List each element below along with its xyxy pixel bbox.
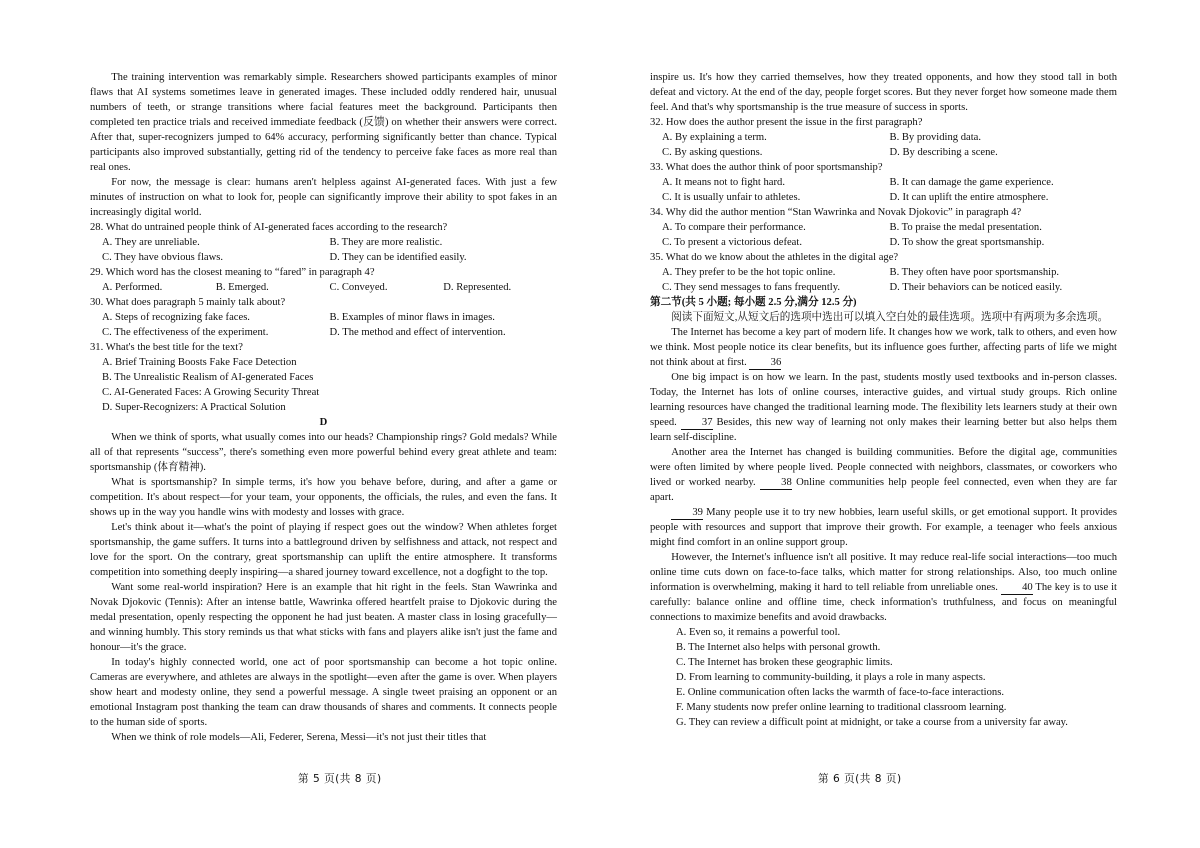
question-30 — [90, 295, 557, 340]
choice-a: A. Even so, it remains a powerful tool. — [676, 627, 841, 638]
passage-paragraph-1: The Internet has become a key part of modern life. It changes how we work, talk to others, and even how we think. Most people notice its clear benefits, but its influence goes further, affecting parts of life we might not think about at first. 36 — [650, 327, 1117, 368]
option-a: A. Steps of recognizing fake faces. — [102, 312, 250, 323]
option-a: A. To compare their performance. — [662, 222, 806, 233]
option-a: A. It means not to fight hard. — [662, 177, 785, 188]
question-stem: 35. What do we know about the athletes in the digital age? — [650, 252, 899, 263]
blank-38: 38 — [760, 477, 792, 490]
option-a: A. They are unreliable. — [102, 237, 200, 248]
option-b: B. To praise the medal presentation. — [889, 222, 1042, 233]
question-28 — [90, 220, 557, 265]
paragraph: Want some real-world inspiration? Here is an example that hit right in the feels. Stan Wawrinka and Novak Djokovic (Tennis): After an intense battle, Wawrinka offered heartfelt praise to Djokovic during the medal presentation, openly respecting the opponent he had just beaten. A master class in losing gracefully—and winning humbly. This story reminds us that what sticks with fans and players alike isn't just the fame and honour—it's the grace. — [90, 582, 557, 653]
choice-b: B. The Internet also helps with personal growth. — [676, 642, 881, 653]
option-a: A. Performed. — [102, 282, 163, 293]
option-b: B. They are more realistic. — [329, 237, 443, 248]
option-c: C. AI-Generated Faces: A Growing Security Threat — [102, 387, 320, 398]
choice-e: E. Online communication often lacks the warmth of face-to-face interactions. — [676, 687, 1004, 698]
paragraph: What is sportsmanship? In simple terms, it's how you behave before, during, and after a game or competition. It's about respect—for your team, your opponents, the officials, the rules, and even the fans. It shows up in the way you handle wins with modesty and losses with grace. — [90, 477, 557, 518]
paragraph: Let's think about it—what's the point of playing if respect goes out the window? When athletes forget sportsmanship, the game suffers. It turns into a battleground driven by selfishness and attack, not respect and love for the sport. On the contrary, great sportsmanship can uplift the entire atmosphere. It transforms competition into something deeply inspiring—a shared journey toward excellence, not a dogfight to the top. — [90, 522, 557, 578]
choice-g: G. They can review a difficult point at midnight, or take a course from a university far away. — [676, 717, 1068, 728]
left-page-column — [90, 70, 557, 745]
page-number-footer: 第 5 页(共 8 页) — [298, 773, 382, 785]
choice-f: F. Many students now prefer online learning to traditional classroom learning. — [676, 702, 1007, 713]
option-c: C. The effectiveness of the experiment. — [102, 327, 269, 338]
blank-37: 37 — [681, 417, 713, 430]
passage-paragraph-3: Another area the Internet has changed is building communities. Before the digital age, communities were often limited by where people lived. People connected with neighbors, classmates, or coworkers who lived or worked nearby. 38 Online communities help people feel connected, even when they are far apart. — [650, 447, 1118, 503]
option-d: D. The method and effect of intervention. — [329, 327, 506, 338]
paragraph: The training intervention was remarkably simple. Researchers showed participants examples of minor flaws that AI systems sometimes leave in generated images. These included oddly rendered hair, unusual numbers of teeth, or strange transitions where facial features meet the background. Participants then completed ten practice trials and received immediate feedback (反馈) on whether their answers were correct. After that, super-recognizers jumped to 64% accuracy, performing significantly better than chance. Typical participants also improved substantially, getting rid of the tendency to perceive fake faces as more real than real ones. — [90, 72, 557, 173]
section-2-instructions: 阅读下面短文,从短文后的选项中选出可以填入空白处的最佳选项。选项中有两项为多余选项。 — [671, 312, 1109, 323]
blank-36: 36 — [749, 357, 781, 370]
question-34 — [650, 205, 1117, 250]
option-c: C. Conveyed. — [329, 282, 388, 293]
answer-choices — [650, 625, 1117, 730]
question-stem: 30. What does paragraph 5 mainly talk about? — [90, 297, 286, 308]
paragraph: inspire us. It's how they carried themselves, how they treated opponents, and how they stood tall in both defeat and victory. At the end of the day, people forget scores. But they never forget how someone made them feel. And that's why sportsmanship is the true measure of success in sports. — [650, 72, 1117, 113]
paragraph: In today's highly connected world, one act of poor sportsmanship can become a hot topic online. Cameras are everywhere, and athletes are always in the spotlight—even after the game is over. When players show heart and modesty online, they send a powerful message. A single tweet praising an opponent or an emotional Instagram post thanking the team can draw thousands of shares and comments. It connects people to the human side of sports. — [90, 657, 557, 728]
option-d: D. Represented. — [443, 282, 512, 293]
question-stem: 32. How does the author present the issue in the first paragraph? — [650, 117, 923, 128]
section-d-heading: D — [319, 417, 328, 428]
blank-40: 40 — [1001, 582, 1033, 595]
option-a: A. By explaining a term. — [662, 132, 767, 143]
question-32 — [650, 115, 1117, 160]
option-b: B. It can damage the game experience. — [889, 177, 1054, 188]
question-stem: 34. Why did the author mention “Stan Wawrinka and Novak Djokovic” in paragraph 4? — [650, 207, 1022, 218]
page-number-footer: 第 6 页(共 8 页) — [818, 773, 902, 785]
passage-paragraph-5: However, the Internet's influence isn't all positive. It may reduce real-life social interactions—too much online time cuts down on face-to-face talks, which matter for strong relationships. Also, too much online information is overwhelming, making it hard to tell reliable from unreliable ones. 40 The key is to use it carefully: balance online and offline time, check information's truthfulness, and focus on meaningful connections to maximize benefits and avoid drawbacks. — [650, 552, 1117, 623]
option-b: B. Emerged. — [215, 282, 269, 293]
option-d: D. By describing a scene. — [889, 147, 998, 158]
option-c: C. They send messages to fans frequently. — [662, 282, 840, 293]
choice-d: D. From learning to community-building, it plays a role in many aspects. — [676, 672, 986, 683]
option-d: D. It can uplift the entire atmosphere. — [889, 192, 1049, 203]
paragraph: For now, the message is clear: humans aren't helpless against AI-generated faces. With just a few minutes of instruction on what to look for, people can significantly improve their ability to spot fakes in an increasingly digital world. — [90, 177, 557, 218]
question-stem: 28. What do untrained people think of AI-generated faces according to the research? — [90, 222, 448, 233]
option-d: D. Their behaviors can be noticed easily. — [889, 282, 1063, 293]
blank-39: 39 — [671, 507, 703, 520]
option-a: A. They prefer to be the hot topic online. — [662, 267, 836, 278]
question-35 — [650, 250, 1117, 295]
option-b: B. They often have poor sportsmanship. — [889, 267, 1060, 278]
option-d: D. To show the great sportsmanship. — [889, 237, 1045, 248]
option-b: B. Examples of minor flaws in images. — [329, 312, 495, 323]
option-d: D. Super-Recognizers: A Practical Solution — [102, 402, 286, 413]
question-stem: 31. What's the best title for the text? — [90, 342, 243, 353]
option-c: C. They have obvious flaws. — [102, 252, 224, 263]
paragraph: When we think of role models—Ali, Federer, Serena, Messi—it's not just their titles that — [111, 732, 487, 743]
question-31 — [90, 340, 557, 415]
paragraph: When we think of sports, what usually comes into our heads? Championship rings? Gold medals? While all of that represents “success”, there's something even more powerful behind every great athlete and team: sportsmanship (体育精神). — [90, 432, 557, 473]
question-stem: 33. What does the author think of poor sportsmanship? — [650, 162, 883, 173]
option-d: D. They can be identified easily. — [329, 252, 467, 263]
question-33 — [650, 160, 1117, 205]
option-b: B. The Unrealistic Realism of AI-generated Faces — [102, 372, 314, 383]
option-c: C. To present a victorious defeat. — [662, 237, 802, 248]
option-c: C. By asking questions. — [662, 147, 763, 158]
option-b: B. By providing data. — [889, 132, 982, 143]
option-c: C. It is usually unfair to athletes. — [662, 192, 801, 203]
right-page-column — [650, 70, 1117, 730]
choice-c: C. The Internet has broken these geographic limits. — [676, 657, 893, 668]
section-2-title: 第二节(共 5 小题; 每小题 2.5 分,满分 12.5 分) — [650, 297, 857, 308]
passage-paragraph-2: One big impact is on how we learn. In the past, students mostly used textbooks and in-person classes. Today, the Internet has lots of online courses, interactive guides, and virtual study groups. Rich online learning resources have changed the traditional learning mode. The flexibility lets learners study at their own speed. 37 Besides, this new way of learning not only makes their learning better but also helps them learn self-discipline. — [650, 372, 1117, 443]
question-stem: 29. Which word has the closest meaning to “fared” in paragraph 4? — [90, 267, 375, 278]
passage-paragraph-4: 39 Many people use it to try new hobbies, learn useful skills, or get emotional support. It provides people with resources and support that improve their growth. For example, a teenager who feels anxious might find comfort in an online support group. — [650, 507, 1117, 548]
option-a: A. Brief Training Boosts Fake Face Detection — [102, 357, 297, 368]
question-29 — [90, 265, 557, 295]
